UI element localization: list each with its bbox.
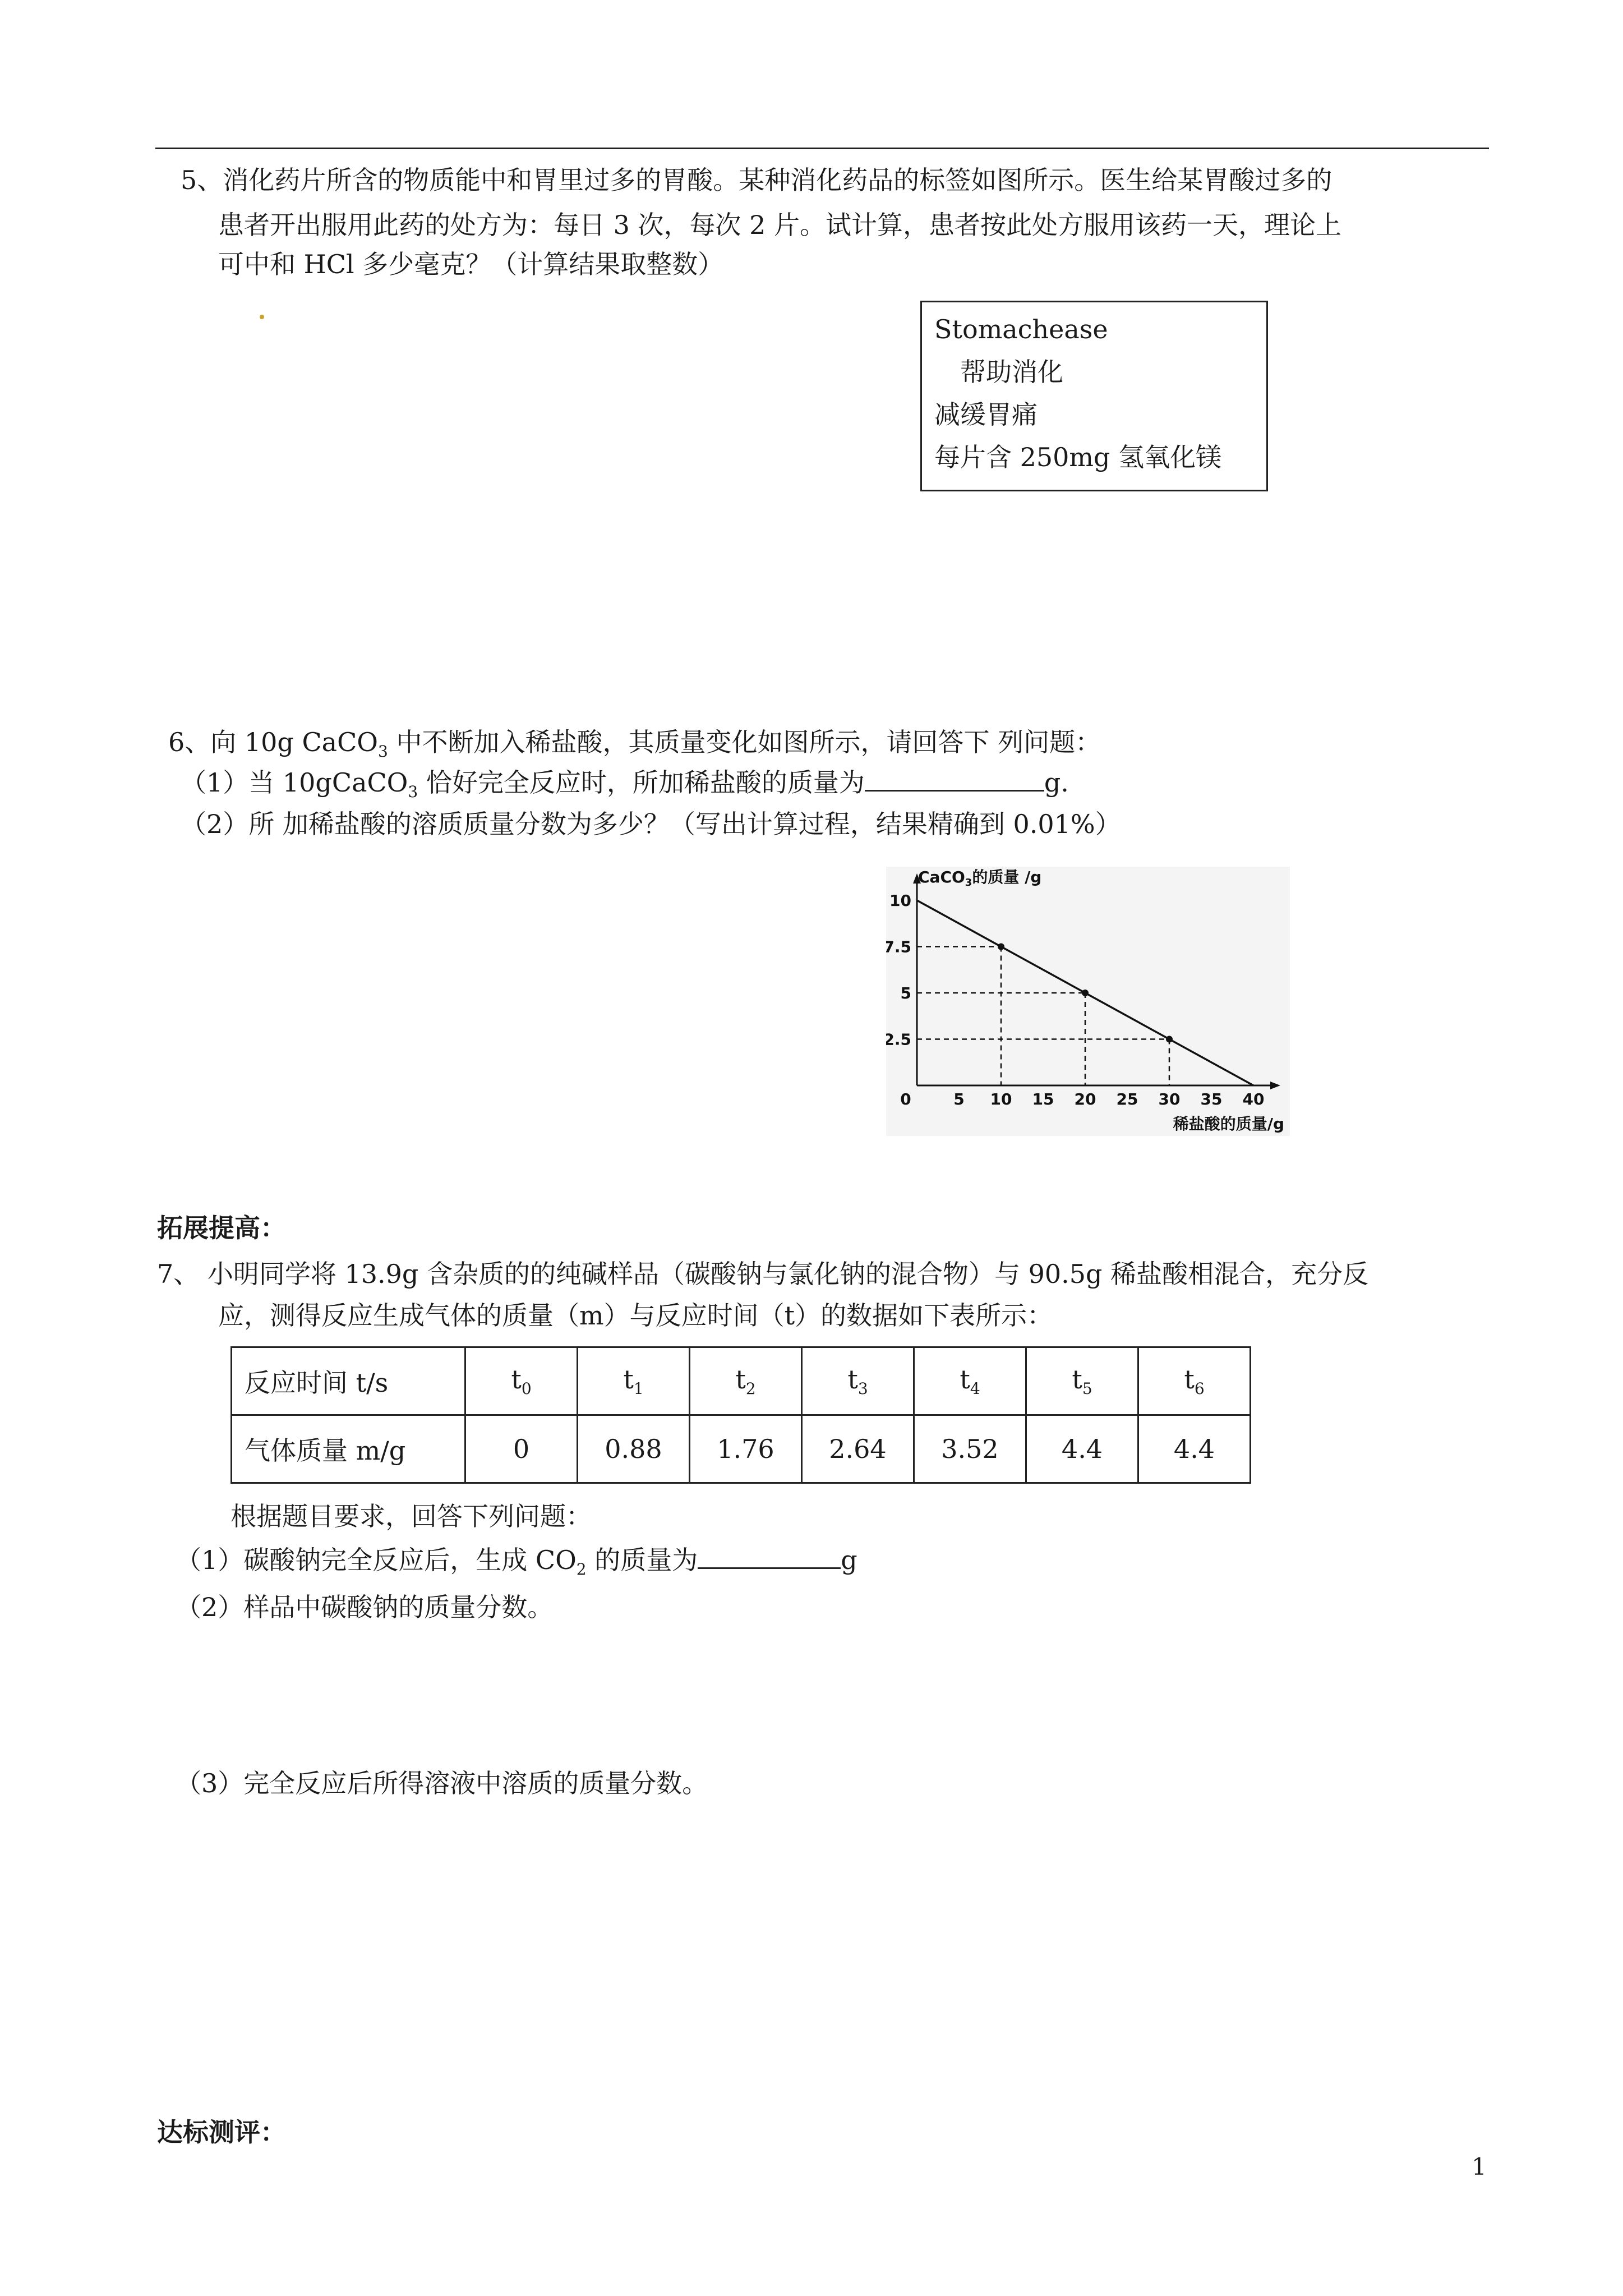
- stray-dot-mark: [260, 315, 264, 319]
- table-cell-time: $t_3$: [802, 1347, 914, 1415]
- label-brand: Stomachease: [934, 314, 1108, 344]
- q7-line1: 7、 小明同学将 13.9g 含杂质的的纯碱样品（碳酸钠与氯化钠的混合物）与 90.5g 稀盐酸相混合，充分反: [157, 1259, 1369, 1289]
- y-tick-label: 2.5: [886, 1030, 911, 1049]
- q6-line1-b: 中不断加入稀盐酸，其质量变化如图所示，请回答下 列问题：: [388, 727, 1101, 757]
- table-header-time: 反应时间 t/s: [232, 1347, 465, 1415]
- x-tick-label: 35: [1200, 1090, 1223, 1108]
- table-cell-time: $t_1$: [578, 1347, 690, 1415]
- y-tick-label: 7.5: [886, 937, 911, 956]
- table-row: [232, 1347, 1251, 1415]
- caco3-mass-chart: [886, 867, 1290, 1136]
- y-tick-label: 10: [889, 891, 911, 910]
- q5-line2: 患者开出服用此药的处方为：每日 3 次，每次 2 片。试计算，患者按此处方服用该药一天，理论上: [218, 210, 1342, 240]
- q6-part1-b: 恰好完全反应时，所加稀盐酸的质量为: [418, 767, 865, 798]
- q7-part2: （2）样品中碳酸钠的质量分数。: [176, 1592, 554, 1622]
- label-line-digestion: 帮助消化: [960, 357, 1063, 387]
- x-tick-label: 25: [1116, 1090, 1138, 1108]
- q6-line1-sub: 3: [378, 742, 388, 761]
- q7-part1-b: 的质量为: [586, 1545, 698, 1575]
- table-cell-mass: 4.4: [1138, 1415, 1251, 1483]
- q7-part1-a: （1）碳酸钠完全反应后，生成 CO: [176, 1545, 577, 1575]
- table-cell-mass: 0.88: [578, 1415, 690, 1483]
- table-cell-mass: 3.52: [914, 1415, 1026, 1483]
- table-cell-time: $t_6$: [1138, 1347, 1251, 1415]
- data-point: [1166, 1036, 1173, 1043]
- x-tick-label: 30: [1158, 1090, 1181, 1108]
- table-cell-mass: 1.76: [690, 1415, 802, 1483]
- assessment-title: 达标测评：: [157, 2117, 286, 2147]
- x-tick-label: 20: [1074, 1090, 1096, 1108]
- x-tick-label: 5: [953, 1090, 965, 1108]
- q6-line1-a: 6、向 10g CaCO: [168, 727, 379, 757]
- x-axis-label: 稀盐酸的质量/g: [1173, 1115, 1284, 1133]
- q7-part1-sub: 2: [576, 1560, 587, 1579]
- gas-mass-table: [230, 1346, 1251, 1484]
- q6-part1-a: （1）当 10gCaCO: [181, 767, 408, 798]
- data-point: [1082, 990, 1089, 996]
- medicine-label-box: [920, 301, 1268, 491]
- page-number: 1: [1472, 2153, 1487, 2180]
- extension-title: 拓展提高：: [157, 1213, 286, 1243]
- label-line-dose: 每片含 250mg 氢氧化镁: [934, 442, 1222, 472]
- table-cell-time: $t_2$: [690, 1347, 802, 1415]
- q7-part3: （3）完全反应后所得溶液中溶质的质量分数。: [176, 1768, 708, 1798]
- table-cell-time: $t_4$: [914, 1347, 1026, 1415]
- table-cell-mass: 2.64: [802, 1415, 914, 1483]
- table-header-mass: 气体质量 m/g: [232, 1415, 465, 1483]
- data-point: [998, 944, 1004, 950]
- x-tick-label: 10: [990, 1090, 1012, 1108]
- q6-part2: （2）所 加稀盐酸的溶质质量分数为多少？（写出计算过程，结果精确到 0.01%）: [181, 809, 1121, 839]
- q7-answer-blank[interactable]: [698, 1542, 841, 1569]
- table-cell-time: $t_0$: [465, 1347, 578, 1415]
- q6-answer-blank[interactable]: [865, 764, 1044, 792]
- q7-part1: [176, 1538, 857, 1591]
- label-line-pain: 减缓胃痛: [934, 399, 1038, 430]
- x-tick-label: 40: [1242, 1090, 1265, 1108]
- x-axis-arrow: [1270, 1082, 1280, 1089]
- q7-part1-unit: g: [841, 1545, 857, 1575]
- q5-line3: 可中和 HCl 多少毫克？（计算结果取整数）: [218, 249, 724, 279]
- header-rule: [155, 148, 1489, 149]
- table-cell-mass: 4.4: [1026, 1415, 1138, 1483]
- table-row: [232, 1415, 1251, 1483]
- q7-intro: 根据题目要求，回答下列问题：: [230, 1501, 592, 1531]
- chart-svg: [886, 867, 1290, 1136]
- q5-line1: 5、消化药片所含的物质能中和胃里过多的胃酸。某种消化药品的标签如图所示。医生给某胃酸过多的: [181, 165, 1332, 195]
- table-cell-time: $t_5$: [1026, 1347, 1138, 1415]
- q6-part1-unit: g.: [1044, 767, 1069, 798]
- x-tick-label: 0: [900, 1090, 911, 1108]
- y-axis-label: CaCO$_3$的质量 /g: [918, 868, 1042, 889]
- y-tick-label: 5: [900, 984, 911, 1002]
- q6-part1-sub: 3: [408, 783, 418, 802]
- q7-line2: 应，测得反应生成气体的质量（m）与反应时间（t）的数据如下表所示：: [218, 1300, 1053, 1331]
- table-cell-mass: 0: [465, 1415, 578, 1483]
- x-tick-label: 15: [1032, 1090, 1054, 1108]
